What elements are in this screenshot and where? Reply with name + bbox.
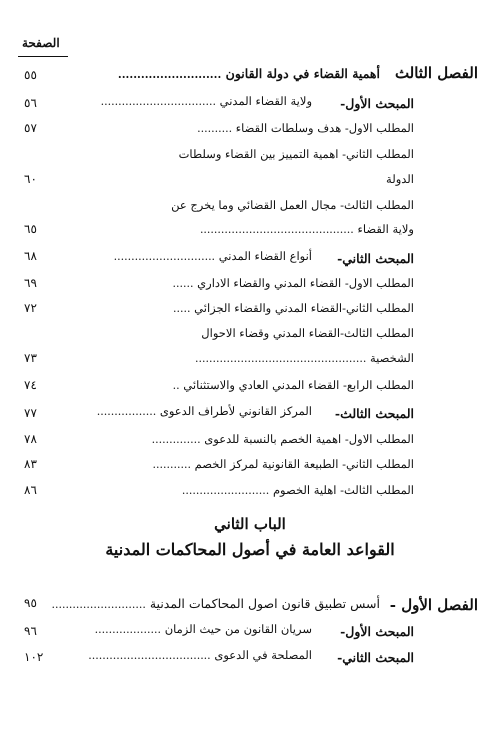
page-number: ٧٨ [24, 432, 37, 446]
page-number: ٧٣ [24, 351, 37, 365]
page-number: ٨٦ [24, 483, 37, 497]
toc-entry [152, 432, 414, 446]
toc-entry: الدولة [386, 172, 414, 186]
section-title [95, 622, 312, 636]
toc-entry-text: المطلب الاول- القضاء المدني والقضاء الاداري [197, 276, 414, 290]
leader-dots: ............................................ [199, 223, 354, 236]
toc-entry: المطلب الثالث-القضاء المدني وقضاء الاحوال [201, 326, 414, 340]
section-title-text: أنواع القضاء المدني [218, 249, 312, 263]
page-number: ١٠٢ [24, 650, 44, 664]
leader-dots: ........................... [117, 68, 222, 81]
toc-entry-text: المطلب الاول- اهمية الخصم بالنسبة للدعوى [204, 432, 414, 446]
leader-dots: ................................. [100, 95, 216, 108]
toc-entry [173, 301, 414, 315]
section-title-text: ولاية القضاء المدني [219, 94, 312, 108]
section-title-text: سريان القانون من حيث الزمان [164, 622, 312, 636]
chapter-title [51, 596, 380, 611]
section-title-text: المصلحة في الدعوى [214, 648, 312, 662]
leader-dots: ......................... [181, 484, 270, 497]
leader-dots: ................................................. [195, 352, 367, 365]
toc-entry-text: المطلب الثاني-القضاء المدني والقضاء الجزائي [194, 301, 414, 315]
page-number: ٥٥ [24, 68, 37, 82]
chapter-title [118, 66, 380, 81]
header-rule [18, 56, 68, 57]
toc-entry [153, 457, 414, 471]
chapter-title-text: أهمية القضاء في دولة القانون [225, 66, 380, 81]
section-title [114, 249, 312, 263]
chapter-label: الفصل الثالث [394, 64, 478, 82]
page-number: ٦٠ [24, 172, 37, 186]
toc-entry-text: ولاية القضاء [357, 222, 414, 236]
page-number: ٥٦ [24, 96, 37, 110]
leader-dots: ................... [94, 623, 162, 636]
leader-dots: ................................... [88, 649, 211, 662]
chapter-title-text: أسس تطبيق قانون اصول المحاكمات المدنية [149, 596, 380, 611]
toc-entry [173, 378, 414, 392]
chapter-label: الفصل الأول - [389, 596, 478, 614]
section-label: المبحث الأول- [340, 624, 414, 639]
toc-entry [173, 276, 415, 290]
toc-entry-text: الشخصية [370, 351, 414, 365]
toc-entry-text: المطلب الثالث- اهلية الخصوم [272, 483, 414, 497]
section-title [88, 648, 312, 662]
page-number: ٦٩ [24, 276, 37, 290]
leader-dots: ........................... [51, 598, 146, 611]
leader-dots: ................. [96, 405, 157, 418]
section-label: المبحث الثاني- [337, 251, 414, 266]
page-number: ٦٨ [24, 249, 37, 263]
section-label: المبحث الأول- [340, 96, 414, 111]
page-number: ٨٣ [24, 457, 37, 471]
leader-dots: .......... [197, 122, 233, 135]
page-column-label: الصفحة [22, 36, 60, 50]
toc-entry-text: المطلب الاول- هدف وسلطات القضاء [235, 121, 414, 135]
toc-entry-text: المطلب الرابع- القضاء المدني العادي والاستثنائي [183, 378, 414, 392]
page-number: ٥٧ [24, 121, 37, 135]
page-number: ٧٢ [24, 301, 37, 315]
part-title: القواعد العامة في أصول المحاكمات المدنية [105, 540, 395, 559]
toc-entry-text: المطلب الثاني- الطبيعة القانونية لمركز الخصم [194, 457, 414, 471]
leader-dots: .............. [151, 433, 201, 446]
page-number: ٧٤ [24, 378, 37, 392]
section-label: المبحث الثاني- [337, 650, 414, 665]
page-number: ٦٥ [24, 222, 37, 236]
leader-dots: ..... [173, 302, 191, 315]
section-title [101, 94, 312, 108]
section-title-text: المركز القانوني لأطراف الدعوى [159, 404, 312, 418]
toc-entry [200, 222, 414, 236]
toc-entry [197, 121, 414, 135]
section-title [97, 404, 312, 418]
page-number: ٧٧ [24, 406, 37, 420]
toc-entry [195, 351, 414, 365]
toc-entry: المطلب الثاني- اهمية التمييز بين القضاء وسلطات [178, 147, 414, 161]
part-label: الباب الثاني [214, 515, 286, 533]
leader-dots: ............................. [113, 250, 216, 263]
section-label: المبحث الثالث- [334, 406, 414, 421]
leader-dots: .. [172, 379, 180, 392]
toc-entry [182, 483, 414, 497]
toc-entry: المطلب الثالث- مجال العمل القضائي وما يخرج عن [171, 198, 414, 212]
leader-dots: ........... [152, 458, 191, 471]
page-number: ٩٥ [24, 596, 37, 610]
leader-dots: ...... [172, 277, 194, 290]
page-number: ٩٦ [24, 624, 37, 638]
